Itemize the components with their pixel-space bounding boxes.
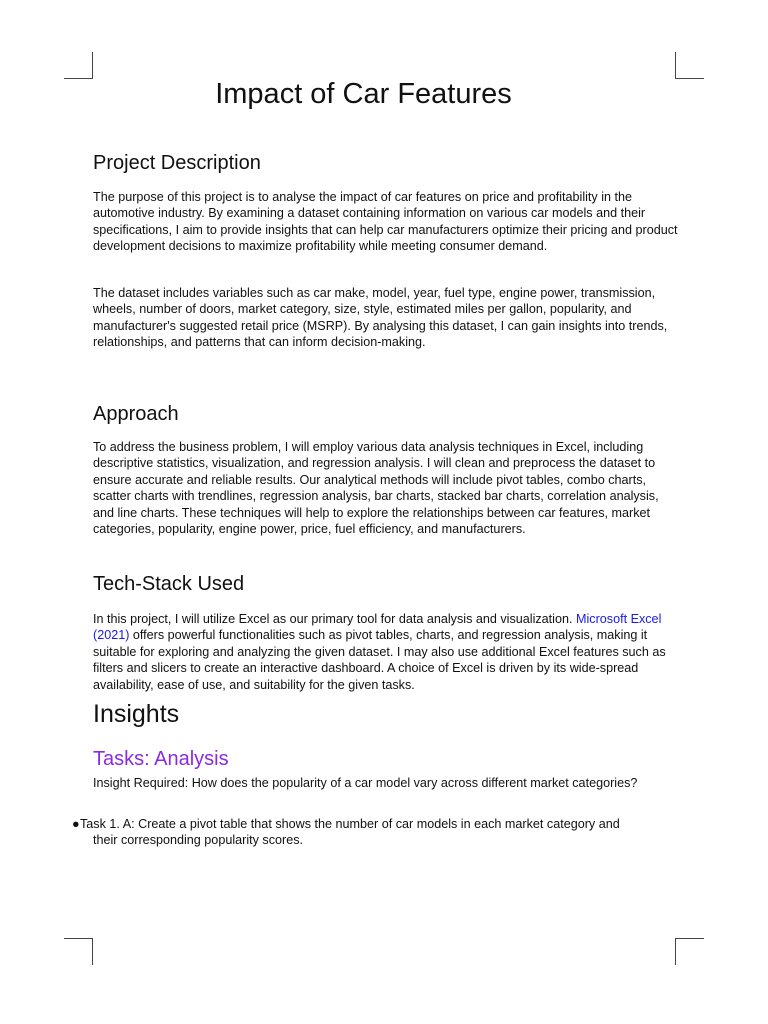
project-description-paragraph-2: The dataset includes variables such as car make, model, year, fuel type, engine power, transmission, wheels, number of doors, market category, size, style, estimated miles per gallon, popularity, and manufacturer's suggested retail price (MSRP). By analysing this dataset, I can gain insights into trends, relationships, and patterns that can inform decision-making. <box>93 286 668 350</box>
microsoft-excel-link[interactable]: Microsoft Excel (2021) <box>93 612 662 643</box>
approach-paragraph: To address the business problem, I will employ various data analysis techniques in Excel, including descriptive statistics, visualization, and regression analysis. I will clean and preprocess the dataset to ensure accurate and reliable results. Our analytical methods will include pivot tables, combo charts, scatter charts with trendlines, regression analysis, bar charts, stacked bar charts, correlation analysis, and line charts. These techniques will help to explore the relationships between car features, market categories, popularity, engine power, price, fuel efficiency, and manufacturers. <box>93 440 659 537</box>
tech-stack-text-after: offers powerful functionalities such as pivot tables, charts, and regression analysis, making it suitable for exploring and analyzing the given dataset. I may also use additional Excel features such as filters and slicers to create an interactive dashboard. A choice of Excel is driven by its wide-spread availability, ease of use, and suitability for the given tasks. <box>93 628 666 692</box>
task-1-line-2: their corresponding popularity scores. <box>93 833 304 848</box>
bullet-icon: ● <box>72 817 80 831</box>
tech-stack-heading: Tech-Stack Used <box>93 573 245 595</box>
crop-mark-bottom-left <box>64 938 93 965</box>
approach-heading: Approach <box>93 403 179 425</box>
project-description-heading: Project Description <box>93 152 261 174</box>
crop-mark-top-right <box>675 52 704 79</box>
tech-stack-paragraph <box>93 611 683 693</box>
crop-mark-top-left <box>64 52 93 79</box>
tech-stack-text-before: In this project, I will utilize Excel as our primary tool for data analysis and visualization. <box>93 612 576 626</box>
insight-required-text: Insight Required: How does the popularity of a car model vary across different market categories? <box>93 776 638 790</box>
crop-mark-bottom-right <box>675 938 704 965</box>
task-1-line-1: Task 1. A: Create a pivot table that shows the number of car models in each market category and <box>80 817 620 831</box>
insights-heading: Insights <box>93 700 180 728</box>
project-description-paragraph-1: The purpose of this project is to analyse the impact of car features on price and profitability in the automotive industry. By examining a dataset containing information on various car models and their specifications, I aim to provide insights that can help car manufacturers optimize their pricing and product development decisions to maximize profitability while meeting consumer demand. <box>93 190 678 254</box>
document-title: Impact of Car Features <box>215 78 512 110</box>
tasks-analysis-heading: Tasks: Analysis <box>93 748 229 770</box>
task-1-text <box>80 816 670 849</box>
